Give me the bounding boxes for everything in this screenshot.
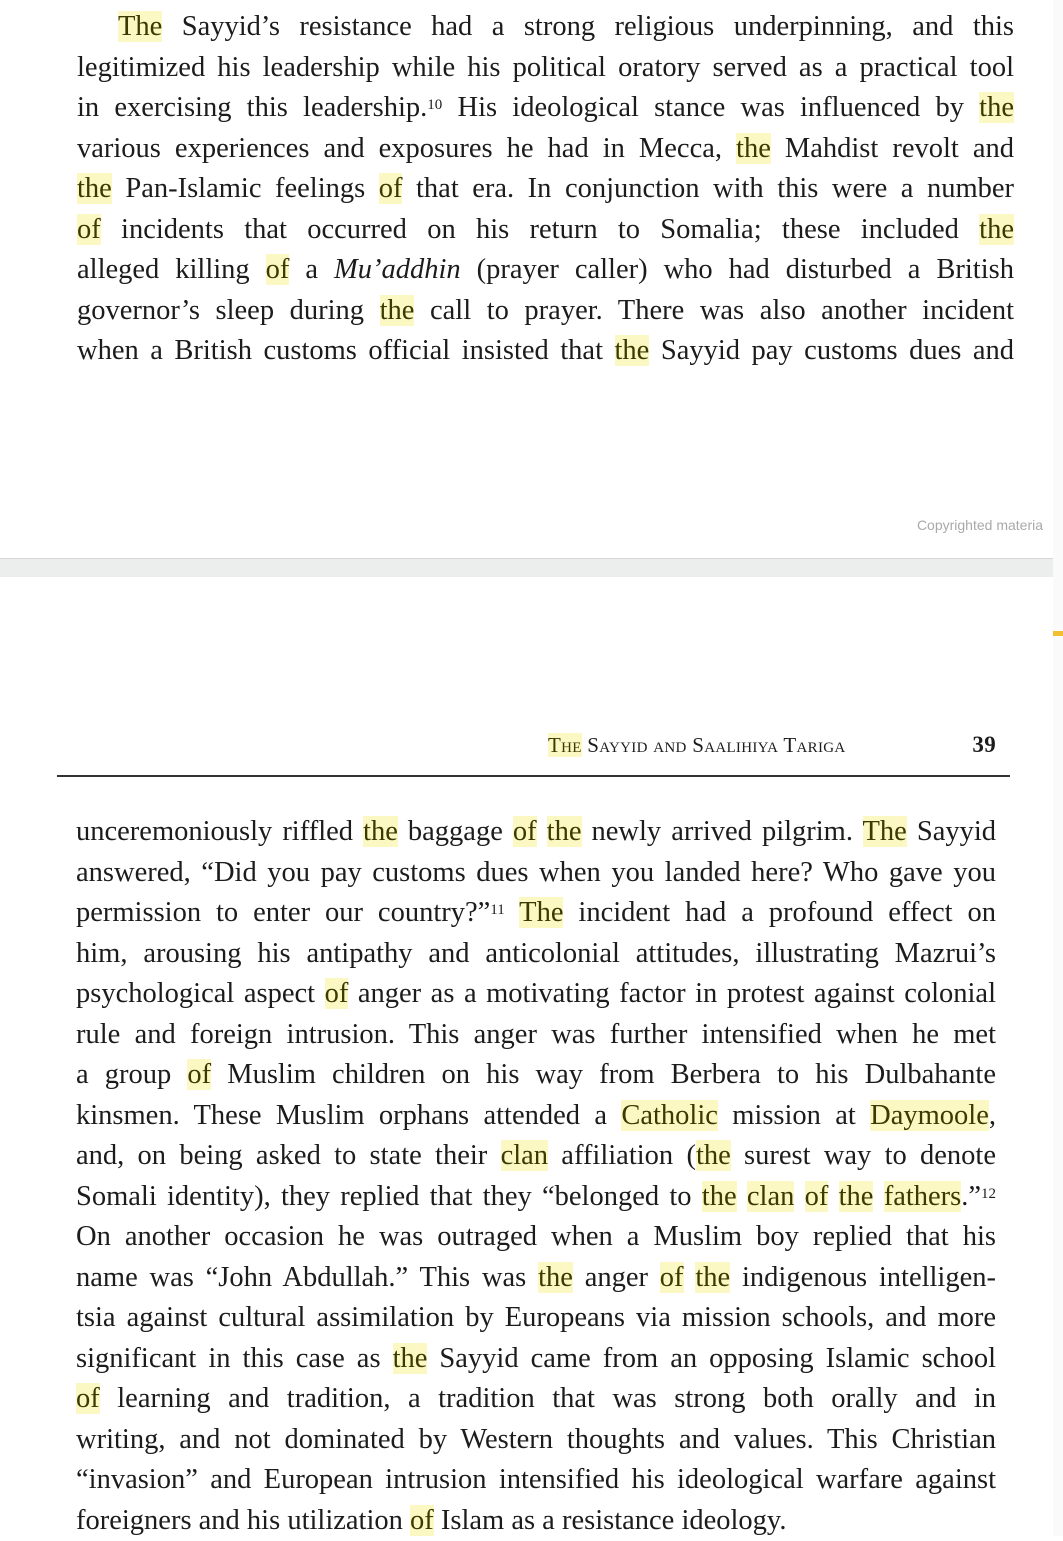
text-line: unceremoniously riffled the baggage of the newly arrived pilgrim. The Sayyid: [76, 812, 996, 853]
scrollbar[interactable]: [1053, 0, 1063, 1536]
text-line: Somali identity), they replied that they “belonged to the clan of the fathers.”$^{12}$: [76, 1177, 996, 1218]
text-line: governor’s sleep during the call to prayer. There was also another incident: [77, 291, 1014, 332]
text-line: rule and foreign intrusion. This anger was further intensified when he met: [76, 1015, 996, 1056]
text-line: him, arousing his antipathy and anticolonial attitudes, illustrating Mazrui’s: [76, 934, 996, 975]
text-line: the Pan-Islamic feelings of that era. In conjunction with this were a number: [77, 169, 1014, 210]
text-line: of learning and tradition, a tradition that was strong both orally and in: [76, 1379, 996, 1420]
footnote-ref[interactable]: 10: [427, 97, 442, 113]
text-line: writing, and not dominated by Western thoughts and values. This Christian: [76, 1420, 996, 1461]
footnote-ref[interactable]: 12: [981, 1186, 996, 1202]
italic-term: Mu’addhin: [334, 254, 461, 285]
page-top: [0, 0, 1053, 560]
text-line: significant in this case as the Sayyid came from an opposing Islamic school: [76, 1339, 996, 1380]
running-head: [548, 733, 996, 758]
text-line: and, on being asked to state their clan affiliation (the surest way to denote: [76, 1136, 996, 1177]
text-line: foreigners and his utilization of Islam as a resistance ideology.: [76, 1501, 996, 1541]
text-line: various experiences and exposures he had in Mecca, the Mahdist revolt and: [77, 129, 1014, 170]
paragraph-top: [77, 7, 1014, 372]
text-line: in exercising this leadership.$^{10}$ His ideological stance was influenced by the: [77, 88, 1014, 129]
text-line: The Sayyid’s resistance had a strong religious underpinning, and this: [77, 7, 1014, 48]
text-line: a group of Muslim children on his way from Berbera to his Dulbahante: [76, 1055, 996, 1096]
text-line: answered, “Did you pay customs dues when you landed here? Who gave you: [76, 853, 996, 894]
running-head-title: The Sayyid and Saalihiya Tariga: [548, 733, 846, 757]
text-line: name was “John Abdullah.” This was the anger of the indigenous intelligen-: [76, 1258, 996, 1299]
page-separator: [0, 558, 1053, 578]
text-line: kinsmen. These Muslim orphans attended a Catholic mission at Daymoole,: [76, 1096, 996, 1137]
text-line: On another occasion he was outraged when a Muslim boy replied that his: [76, 1217, 996, 1258]
text-line: when a British customs official insisted that the Sayyid pay customs dues and: [77, 331, 1014, 372]
header-rule: [57, 775, 1010, 777]
text-line: of incidents that occurred on his return to Somalia; these included the: [77, 210, 1014, 251]
text-line: legitimized his leadership while his political oratory served as a practical tool: [77, 48, 1014, 89]
paragraph-bottom: [76, 812, 996, 1541]
page-number: 39: [972, 732, 996, 758]
copyright-notice: Copyrighted materia: [917, 517, 1043, 533]
text-line: tsia against cultural assimilation by Europeans via mission schools, and more: [76, 1298, 996, 1339]
scroll-position-marker[interactable]: [1053, 631, 1063, 636]
text-line: alleged killing of a Mu’addhin (prayer caller) who had disturbed a British: [77, 250, 1014, 291]
footnote-ref[interactable]: 11: [490, 902, 504, 918]
text-line: psychological aspect of anger as a motivating factor in protest against colonial: [76, 974, 996, 1015]
text-line: permission to enter our country?”$^{11}$ The incident had a profound effect on: [76, 893, 996, 934]
text-line: “invasion” and European intrusion intensified his ideological warfare against: [76, 1460, 996, 1501]
